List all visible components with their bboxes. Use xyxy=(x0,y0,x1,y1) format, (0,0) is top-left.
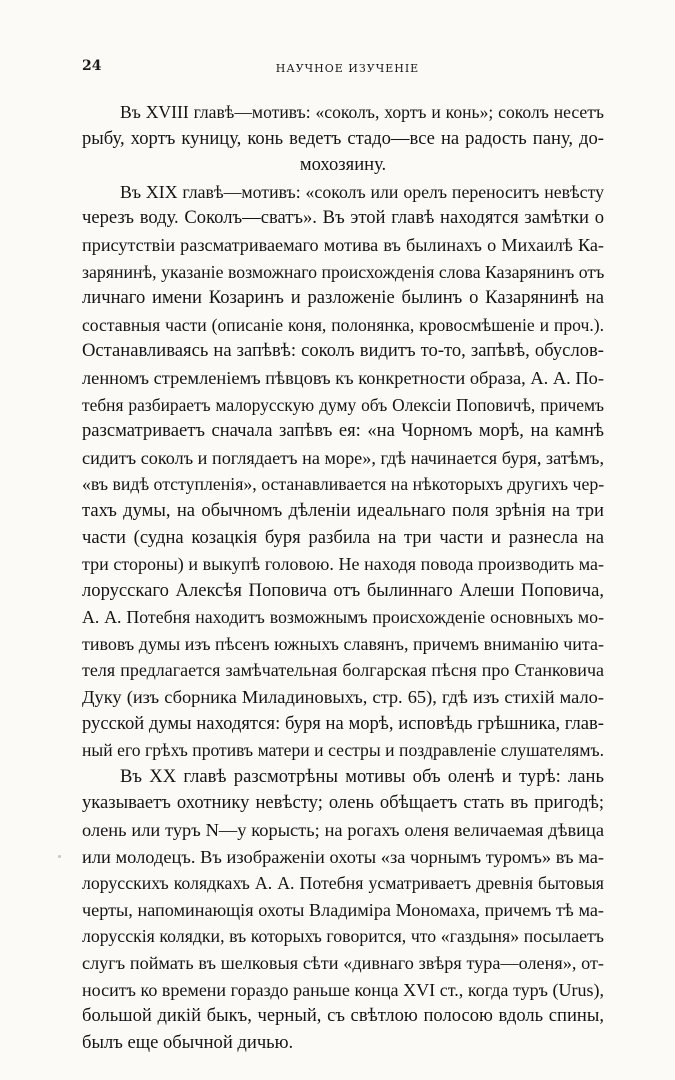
body-text xyxy=(82,99,604,1056)
text-line: черезъ воду. Соколъ—сватъ». Въ этой главѣ находятся замѣтки о xyxy=(82,207,604,229)
text-line: былъ еще обычной дичью. xyxy=(82,1031,294,1053)
text-line: три стороны) и выкупѣ головою. Не находя повода производить ма- xyxy=(82,554,604,575)
margin-speck xyxy=(58,855,61,858)
text-line: тахъ думы, на обычномъ дѣленіи идеальнаго поля зрѣнія на три xyxy=(82,499,604,521)
text-line: Въ XVIII главѣ—мотивъ: «соколъ, хортъ и конь»; соколъ несетъ xyxy=(120,102,604,122)
text-line: лорусскаго Алексѣя Поповича отъ былиннаго Алеши Поповича, xyxy=(82,579,604,601)
text-line: рыбу, хортъ куницу, конь ведетъ стадо—все на радость пану, до- xyxy=(82,127,604,149)
text-line: ный его грѣхъ противъ матери и сестры и поздравленіе слушателямъ. xyxy=(82,740,604,761)
text-line: Въ XIX главѣ—мотивъ: «соколъ или орелъ переноситъ невѣсту xyxy=(120,181,604,202)
text-line: указываетъ охотнику невѣсту; олень обѣщаетъ стать въ пригодѣ; xyxy=(82,792,604,814)
text-line: носитъ ко времени гораздо раньше конца XVI ст., когда туръ (Urus), xyxy=(82,979,604,1000)
text-line: олень или туръ N—у корысть; на рогахъ оленя величаемая дѣвица xyxy=(82,820,604,841)
text-line: тебня разбираетъ малорусскую думу объ Олексіи Поповичѣ, причемъ xyxy=(82,394,604,415)
text-line: мохозяину. xyxy=(299,154,387,176)
text-line: большой дикій быкъ, черный, съ свѣтлою полосою вдоль спины, xyxy=(82,1005,604,1027)
text-line: части (судна козацкія буря разбила на три части и разнесла на xyxy=(82,526,604,548)
text-line: «въ видѣ отступленія», останавливается на нѣкоторыхъ другихъ чер- xyxy=(82,474,604,495)
text-line: или молодецъ. Въ изображеніи охоты «за чорнымъ туромъ» въ ма- xyxy=(82,846,604,867)
text-line: Дуку (изъ сборника Миладиновыхъ, стр. 65), гдѣ изъ стихій мало- xyxy=(82,687,604,708)
text-line: сидитъ соколъ и поглядаетъ на море», гдѣ начинается буря, затѣмъ, xyxy=(82,447,604,468)
page-number: 24 xyxy=(82,58,102,74)
text-line: слугъ поймать въ шелковыя сѣти «дивнаго звѣря тура—оленя», от- xyxy=(82,953,604,973)
text-line: тивовъ думы изъ пѣсенъ южныхъ славянъ, причемъ вниманію чита- xyxy=(82,633,604,654)
text-line: русской думы находятся: буря на морѣ, исповѣдь грѣшника, глав- xyxy=(82,712,604,734)
text-line: лорусскихъ колядкахъ А. А. Потебня усматриваетъ древнія бытовыя xyxy=(82,873,604,894)
text-line: черты, напоминающія охоты Владиміра Мономаха, причемъ тѣ ма- xyxy=(82,899,604,920)
text-line: Въ XX главѣ разсмотрѣны мотивы объ оленѣ и турѣ: лань xyxy=(120,765,604,787)
text-line: лорусскія колядки, въ которыхъ говорится, что «газдыня» посылаетъ xyxy=(82,926,604,947)
running-title: НАУЧНОЕ ИЗУЧЕНІЕ xyxy=(275,62,420,75)
text-line: составныя части (описаніе коня, полонянка, кровосмѣшеніе и проч.). xyxy=(82,314,604,335)
text-line: А. А. Потебня находитъ возможнымъ происхожденіе основныхъ мо- xyxy=(82,607,604,628)
text-line: ленномъ стремленіемъ пѣвцовъ къ конкретности образа, А. А. По- xyxy=(82,367,604,388)
text-line: теля предлагается замѣчательная болгарская пѣсня про Станковича xyxy=(82,660,604,681)
text-line: разсматриваетъ сначала запѣвъ ея: «на Чорномъ морѣ, на камнѣ xyxy=(82,420,604,442)
text-line: присутствіи разсматриваемаго мотива въ былинахъ о Михаилѣ Ка- xyxy=(82,234,604,255)
text-line: личнаго имени Козаринъ и разложеніе былинъ о Казарянинѣ на xyxy=(82,287,604,309)
text-line: зарянинѣ, указаніе возможнаго происхожденія слова Казарянинъ отъ xyxy=(82,261,604,282)
text-line: Останавливаясь на запѣвѣ: соколъ видитъ то-то, запѣвѣ, обуслов- xyxy=(82,340,604,362)
